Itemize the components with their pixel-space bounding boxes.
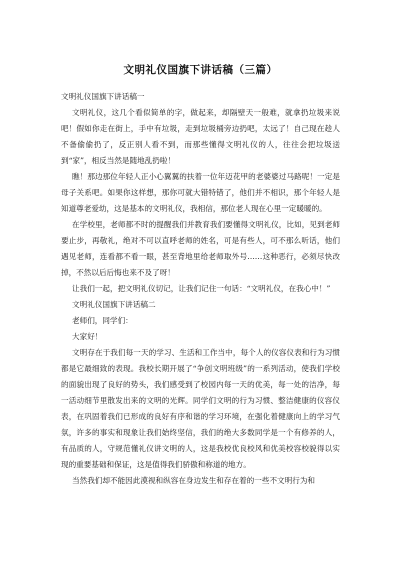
paragraph: 当然我们却不能因此漠视和纵容在身边发生和存在着的一些不文明行为和	[72, 476, 316, 485]
paragraph: 文明礼仪，这几个看似简单的字，做起来，却隔壁天一般难，就拿扔垃圾来说吧！假如你走在街上，手中有垃圾，走到垃圾桶旁边扔吧，太远了！自己现在趁人不备偷偷扔了，反正别人看不到，而那些懂得文明礼仪的人，往往会把垃圾送到“家”，相反当然是随地乱扔啦！	[61, 108, 340, 165]
section-subtitle: 文明礼仪国旗下讲话稿二	[72, 300, 156, 309]
salutation-line: 老师们，同学们：	[72, 316, 133, 325]
section-subtitle: 文明礼仪国旗下讲话稿一	[61, 92, 145, 101]
paragraph: 在学校里，老师都不时的提醒我们并教育我们要懂得文明礼仪，比如，见到老师要止步，再敬礼，绝对不可以直呼老师的姓名，可是有些人，可不那么听话，他们遇见老师，连看都不看一眼，甚至背地里给老师取外号……这种恶行，必须尽快改掉，不然以后后悔也来不及了呀！	[61, 220, 340, 277]
paragraph: 让我们一起，把文明礼仪切记，让我们记住一句话：“文明礼仪，在我心中！”	[72, 284, 331, 293]
paragraph: 文明存在于我们每一天的学习、生活和工作当中，每个人的仪容仪表和行为习惯都是它最细致的表现。我校长期开展了“争创文明班级”的一系列活动，使我们学校的面貌出现了良好的势头，我们感受到了校园内每一天的优美，每一处的洁净，每一活动细节里散发出来的文明的光辉。同学们文明的行为习惯、整洁健康的仪容仪表，在巩固着我们已形成的良好有序和谐的学习环境，在强化着健康向上的学习气氛，许多的事实和现象让我们始终坚信，我们的绝大多数同学是一个有修养的人，有品质的人，守规范懂礼仪讲文明的人，这是我校优良校风和优美校容校貌得以实现的重要基础和保证，这是值得我们骄傲和称道的地方。	[61, 348, 340, 469]
paragraph: 瞧！那边那位年轻人正小心翼翼的扶着一位年迈花甲的老婆婆过马路呢！一定是母子关系吧。如果你这样想，那你可就大错特错了，他们并不相识，那个年轻人是知道尊老爱幼，这是基本的文明礼仪，我相信，那位老人现在心里一定暖暖的。	[61, 172, 340, 213]
document-title: 文明礼仪国旗下讲话稿（三篇）	[123, 64, 278, 76]
greeting-line: 大家好！	[72, 332, 103, 341]
